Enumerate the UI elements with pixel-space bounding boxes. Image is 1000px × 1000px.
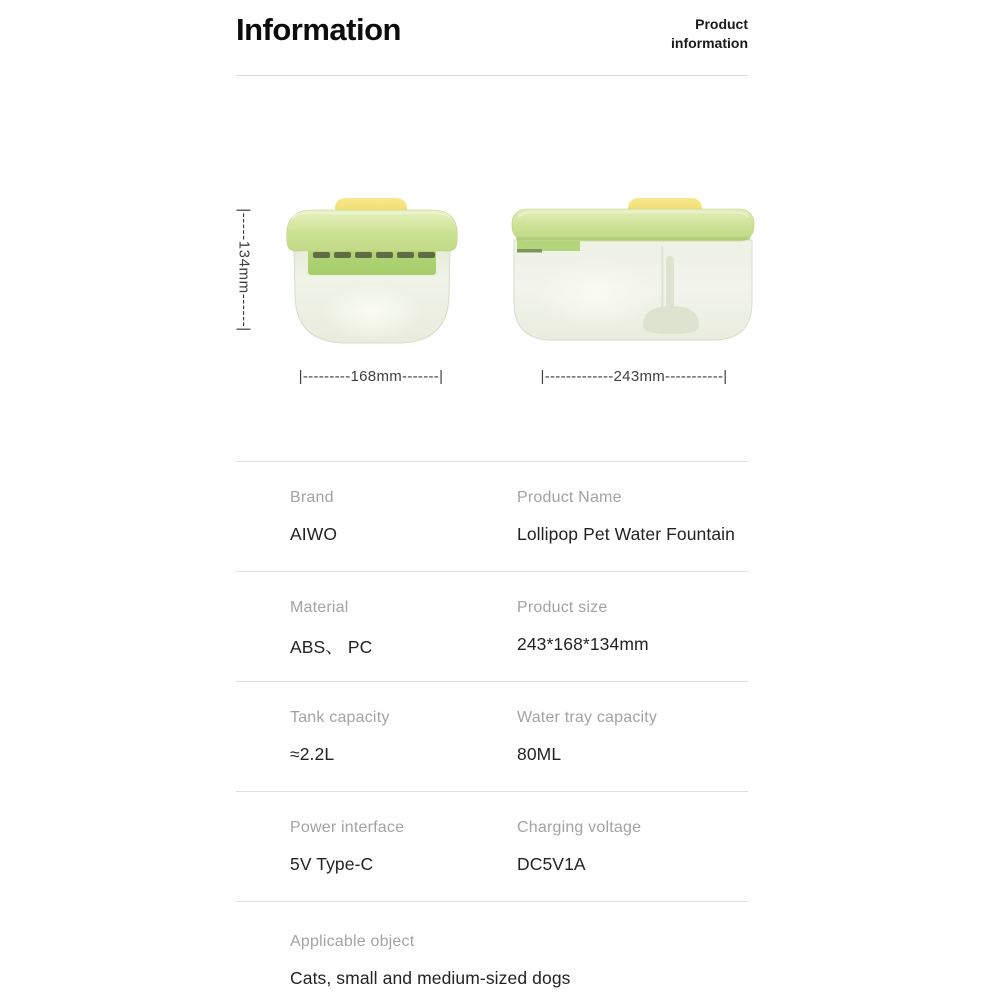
front-width-dimension-label: |---------168mm-------| [298, 368, 444, 385]
spec-label-product-size: Product size [517, 599, 608, 616]
spec-label-tank-capacity: Tank capacity [290, 709, 390, 726]
spec-row-material-size [236, 571, 748, 681]
subtitle-line-2: information [671, 34, 748, 51]
spec-value-water-tray-capacity: 80ML [517, 744, 562, 764]
spec-label-applicable-object: Applicable object [290, 933, 415, 950]
spec-value-material: ABS、 PC [290, 637, 373, 657]
spec-value-tank-capacity: ≈2.2L [290, 744, 335, 764]
spec-row-power [236, 791, 748, 901]
page-subtitle [671, 12, 748, 52]
spec-row-brand-product-name [236, 461, 748, 571]
spec-value-product-size: 243*168*134mm [517, 634, 649, 654]
spec-cell [290, 682, 515, 765]
divider [236, 75, 748, 76]
page-title: Information [236, 12, 401, 47]
tank-body [514, 240, 752, 340]
spec-row-applicable-object [236, 901, 748, 1000]
spec-table [236, 461, 748, 1000]
side-width-dimension-label: |-------------243mm-----------| [540, 368, 728, 385]
spec-value-product-name: Lollipop Pet Water Fountain [517, 524, 736, 544]
product-front-view-image [286, 195, 458, 347]
spec-label-material: Material [290, 599, 349, 616]
header [236, 12, 748, 52]
spec-cell [290, 462, 515, 545]
spec-cell [517, 682, 748, 765]
lid [287, 210, 458, 251]
height-dimension-label: |-----134mm------| [235, 208, 253, 332]
spec-cell [290, 572, 515, 659]
spec-row-capacity [236, 681, 748, 791]
spec-cell [290, 792, 515, 875]
spec-value-brand: AIWO [290, 524, 338, 544]
spec-cell [517, 462, 748, 545]
spec-cell [517, 572, 748, 655]
spec-cell [290, 902, 740, 989]
spec-value-charging-voltage: DC5V1A [517, 854, 586, 874]
product-side-view-image [511, 194, 755, 344]
spec-label-brand: Brand [290, 489, 334, 506]
spec-label-power-interface: Power interface [290, 819, 405, 836]
spec-label-charging-voltage: Charging voltage [517, 819, 642, 836]
spec-label-product-name: Product Name [517, 489, 622, 506]
subtitle-line-1: Product [695, 16, 748, 32]
spec-label-water-tray-capacity: Water tray capacity [517, 709, 658, 726]
spec-cell [517, 792, 748, 875]
spec-value-power-interface: 5V Type-C [290, 854, 374, 874]
lid [512, 209, 754, 241]
spec-value-applicable-object: Cats, small and medium-sized dogs [290, 968, 571, 988]
